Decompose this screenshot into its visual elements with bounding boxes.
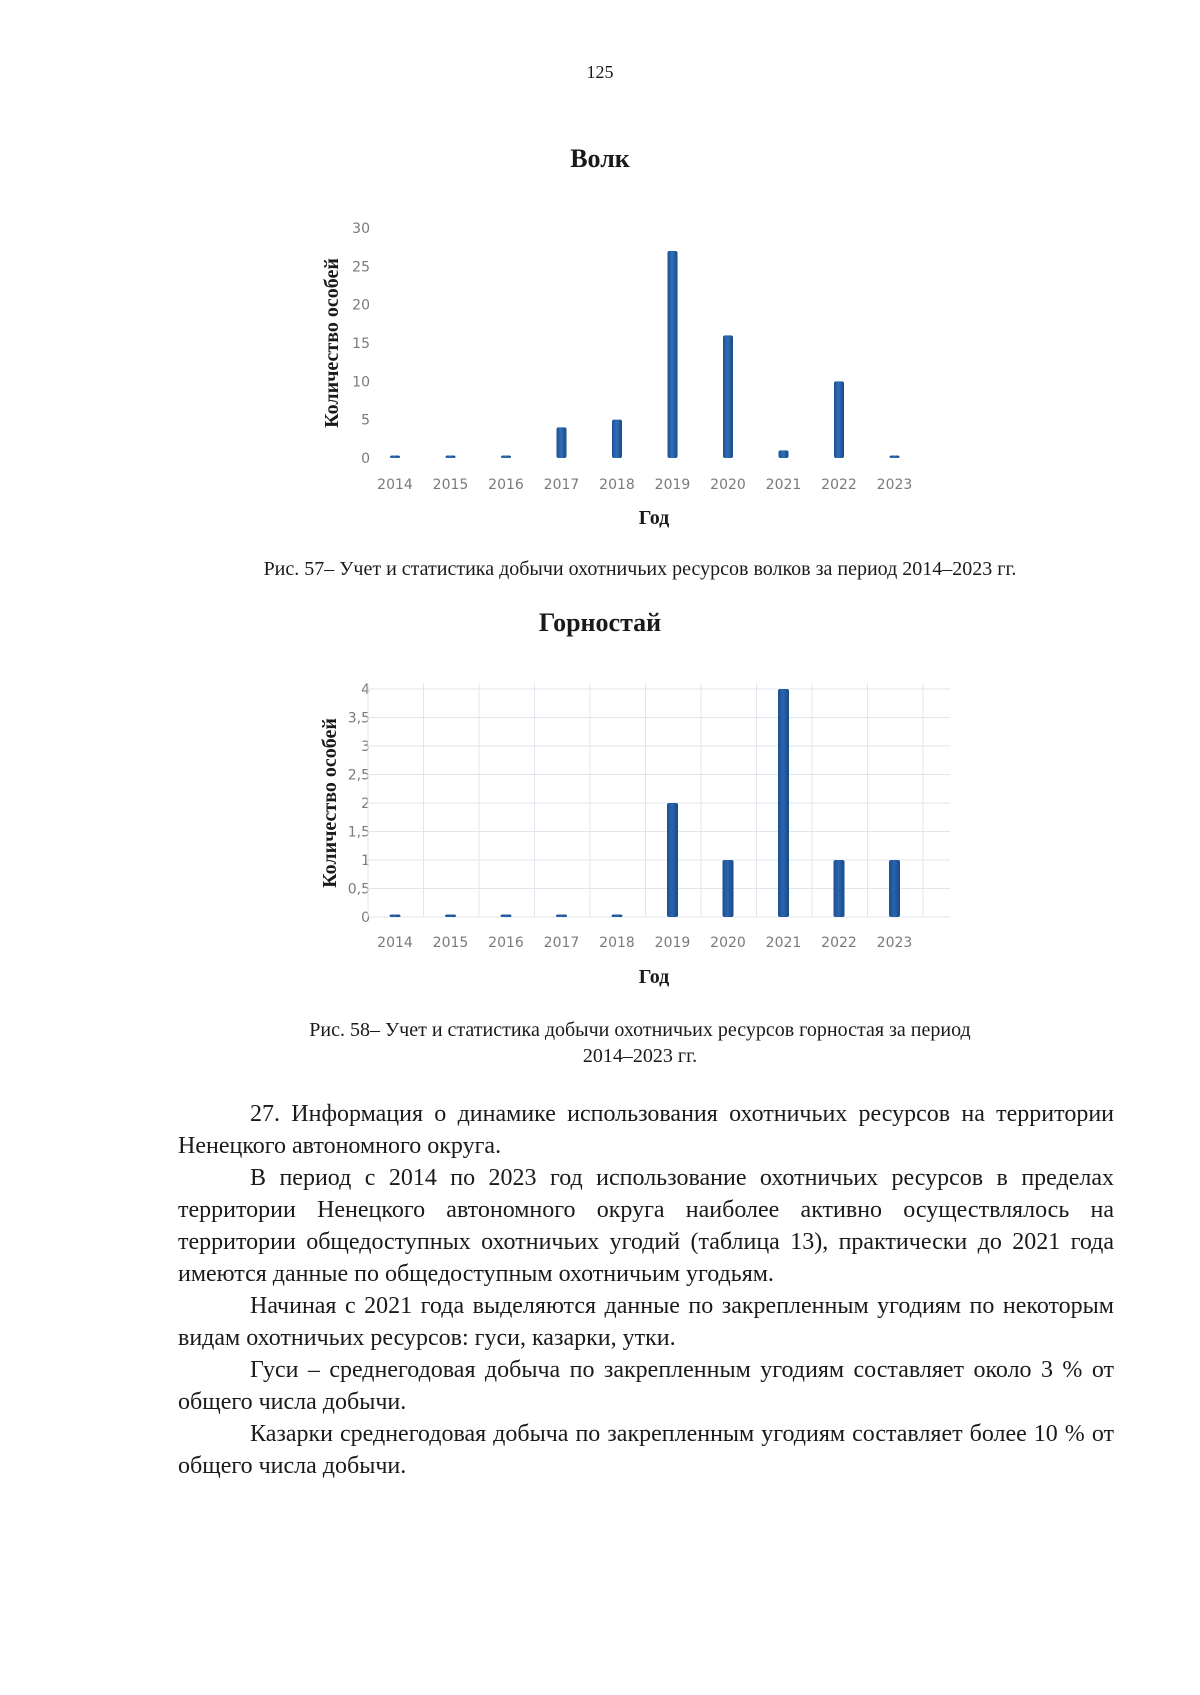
y-tick-label: 30	[352, 221, 370, 237]
y-axis-title: Количество особей	[321, 258, 343, 428]
bar-2021	[779, 450, 789, 458]
x-tick-label: 2023	[876, 935, 913, 951]
y-tick-label: 25	[352, 259, 370, 276]
ermine-chart-title: Горностай	[538, 608, 662, 637]
paragraph-2: В период с 2014 по 2023 год использование охотничьих ресурсов в пределах территории Ненецкого автономного округа наиболее активно осуществлялось на территории общедоступных охотничьих угодий (таблица 13), практически до 2021 года имеются данные по общедоступным охотничьим угодьям.	[178, 1165, 1114, 1287]
x-tick-label: 2014	[377, 935, 413, 951]
y-tick-label: 0	[361, 451, 370, 467]
y-tick-label: 4	[361, 682, 370, 698]
bar-2021	[778, 689, 789, 917]
x-tick-label: 2019	[654, 935, 691, 951]
bar-2022	[834, 860, 845, 917]
paragraph-4: Гуси – среднегодовая добыча по закрепленным угодиям составляет около 3 % от общего числа добычи.	[178, 1357, 1114, 1415]
y-tick-label: 2,5	[347, 767, 370, 784]
x-tick-label: 2017	[543, 935, 580, 951]
wolf-chart-title: Волк	[570, 144, 630, 173]
x-axis-title: Год	[638, 507, 670, 529]
x-tick-label: 2017	[543, 477, 580, 493]
x-tick-label: 2021	[765, 477, 802, 493]
wolf-chart-caption: Рис. 57– Учет и статистика добычи охотничьих ресурсов волков за период 2014–2023 гг.	[263, 558, 1017, 580]
bar-2022	[834, 381, 844, 458]
bar-2016	[501, 456, 511, 459]
bar-2016	[501, 915, 512, 918]
x-tick-label: 2014	[377, 477, 413, 493]
bar-2018	[612, 915, 623, 918]
x-tick-label: 2022	[821, 935, 857, 951]
ermine-chart-caption	[180, 1017, 1100, 1069]
page-number: 125	[586, 62, 614, 82]
bar-2018	[612, 420, 622, 458]
body-text	[178, 1098, 1114, 1482]
bar-2014	[390, 915, 401, 918]
y-tick-label: 5	[361, 412, 370, 429]
y-tick-label: 15	[352, 336, 370, 352]
x-axis-title: Год	[638, 966, 670, 988]
bar-2020	[723, 860, 734, 917]
y-tick-label: 3	[361, 739, 370, 755]
y-tick-label: 10	[352, 374, 370, 391]
x-tick-label: 2015	[432, 935, 469, 951]
ermine-bar-chart	[0, 665, 1200, 1000]
x-tick-label: 2019	[654, 477, 691, 493]
paragraph-5: Казарки среднегодовая добыча по закрепленным угодиям составляет более 10 % от общего числа добычи.	[178, 1421, 1114, 1479]
x-tick-label: 2021	[765, 935, 802, 951]
x-tick-label: 2020	[710, 477, 746, 493]
bar-2019	[668, 251, 678, 458]
bar-2019	[667, 803, 678, 917]
bar-2017	[557, 427, 567, 458]
y-tick-label: 2	[361, 796, 370, 812]
bar-2023	[890, 456, 900, 459]
ermine-caption-line-2: 2014–2023 гг.	[582, 1045, 698, 1067]
bar-2020	[723, 335, 733, 458]
x-tick-label: 2022	[821, 477, 857, 493]
y-tick-label: 0,5	[347, 881, 370, 898]
x-tick-label: 2018	[599, 477, 635, 493]
x-tick-label: 2016	[488, 935, 524, 951]
y-tick-label: 1	[361, 853, 370, 869]
paragraph-1: 27. Информация о динамике использования охотничьих ресурсов на территории Ненецкого автономного округа.	[178, 1101, 1114, 1159]
bar-2017	[556, 915, 567, 918]
y-tick-label: 20	[352, 297, 370, 314]
wolf-bar-chart	[0, 200, 1200, 530]
x-tick-label: 2020	[710, 935, 746, 951]
bar-2023	[889, 860, 900, 917]
bar-2015	[445, 915, 456, 918]
x-tick-label: 2023	[876, 477, 913, 493]
x-tick-label: 2015	[432, 477, 469, 493]
bar-2015	[446, 456, 456, 459]
y-tick-label: 1,5	[347, 824, 370, 841]
y-tick-label: 3,5	[347, 710, 370, 727]
paragraph-3: Начиная с 2021 года выделяются данные по закрепленным угодиям по некоторым видам охотничьих ресурсов: гуси, казарки, утки.	[178, 1293, 1114, 1351]
y-tick-label: 0	[361, 910, 370, 926]
bar-2014	[390, 456, 400, 459]
y-axis-title: Количество особей	[319, 718, 341, 888]
x-tick-label: 2018	[599, 935, 635, 951]
x-tick-label: 2016	[488, 477, 524, 493]
ermine-caption-line-1: Рис. 58– Учет и статистика добычи охотничьих ресурсов горностая за период	[309, 1019, 971, 1041]
